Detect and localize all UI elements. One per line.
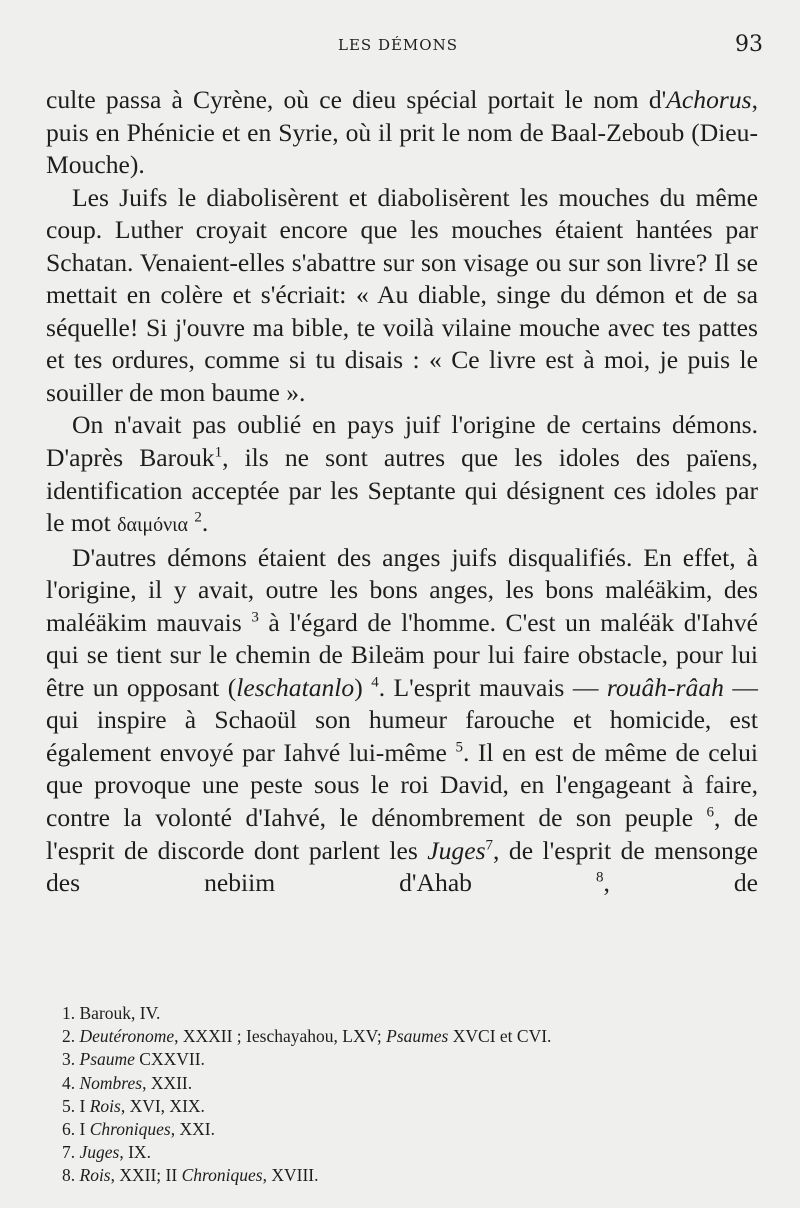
footnote-ref-5: 5 <box>455 739 463 756</box>
paragraph-1: culte passa à Cyrène, où ce dieu spécial portait le nom d'Achorus, puis en Phénicie et en Syrie, où il prit le nom de Baal-Zeboub (Dieu-Mouche). <box>46 85 758 180</box>
page-header <box>0 32 800 66</box>
footnote-ref-4: 4 <box>371 674 379 691</box>
juges-term: Juges <box>427 835 486 865</box>
rouah-raah-term: rouâh-râah <box>606 672 724 702</box>
paragraph-3: On n'avait pas oublié en pays juif l'origine de certains démons. D'après Barouk$^1$, ils ne sont autres que les idoles des païens, identification acceptée par les Septante qui désignent ces idoles par le mot δαιμόνια $^2$. <box>46 410 759 538</box>
footnote-ref-8: 8 <box>595 869 604 886</box>
footnote-7: 7. Juges, IX. <box>62 1142 151 1163</box>
footnote-ref-2: 2 <box>194 509 202 526</box>
achorus-term: Achorus <box>666 85 752 114</box>
footnote-ref-7: 7 <box>485 836 494 853</box>
body-text <box>46 84 758 900</box>
footnote-3: 3. Psaume CXXVII. <box>62 1049 205 1070</box>
footnote-5: 5. I Rois, XVI, XIX. <box>62 1095 205 1116</box>
page-number: 93 <box>735 32 763 57</box>
footnote-2: 2. Deutéronome, XXXII ; Ieschayahou, LXV; Psaumes XVCI et CVI. <box>62 1026 552 1047</box>
footnotes <box>62 1002 752 1188</box>
paragraph-2: Les Juifs le diabolisèrent et diabolisèrent les mouches du même coup. Luther croyait encore que les mouches étaient hantées par Schatan. Venaient-elles s'abattre sur son visage ou sur son livre? Il se mettait en colère et s'écriait: « Au diable, singe du démon et de sa séquelle! Si j'ouvre ma bible, te voilà vilaine mouche avec tes pattes et tes ordures, comme si tu disais : « Ce livre est à moi, je puis le souiller de mon baume ». <box>46 182 758 407</box>
running-title: LES DÉMONS <box>338 36 458 54</box>
greek-word: δαιμόνια <box>117 514 189 537</box>
footnote-ref-6: 6 <box>706 804 715 821</box>
footnote-1: 1. Barouk, IV. <box>62 1003 161 1023</box>
footnote-ref-3: 3 <box>251 609 259 625</box>
footnote-8: 8. Rois, XXII; II Chroniques, XVIII. <box>62 1165 319 1186</box>
footnote-4: 4. Nombres, XXII. <box>62 1072 193 1093</box>
paragraph-4: D'autres démons étaient des anges juifs disqualifiés. En effet, à l'origine, il y avait, outre les bons anges, les bons maléäkim, des maléäkim mauvais $^3$ à l'égard de l'homme. C'est un maléäk d'Iahvé qui se tient sur le chemin de Bileäm pour lui faire obstacle, pour lui être un opposant (leschatanlo) $^4$. L'esprit mauvais — rouâh-râah — qui inspire à Schaoül son humeur farouche et homicide, est également envoyé par Iahvé lui-même $^5$. Il en est de même de celui que provoque une peste sous le roi David, en l'engageant à faire, contre la volonté d'Iahvé, le dénombrement de son peuple $^6$, de l'esprit de discorde dont parlent les Juges$^7$, de l'esprit de mensonge des nebiim d'Ahab $^8$, de <box>46 542 758 898</box>
leschatanlo-term: leschatanlo <box>236 672 355 702</box>
footnote-6: 6. I Chroniques, XXI. <box>62 1119 215 1140</box>
footnote-ref-1: 1 <box>214 444 223 461</box>
